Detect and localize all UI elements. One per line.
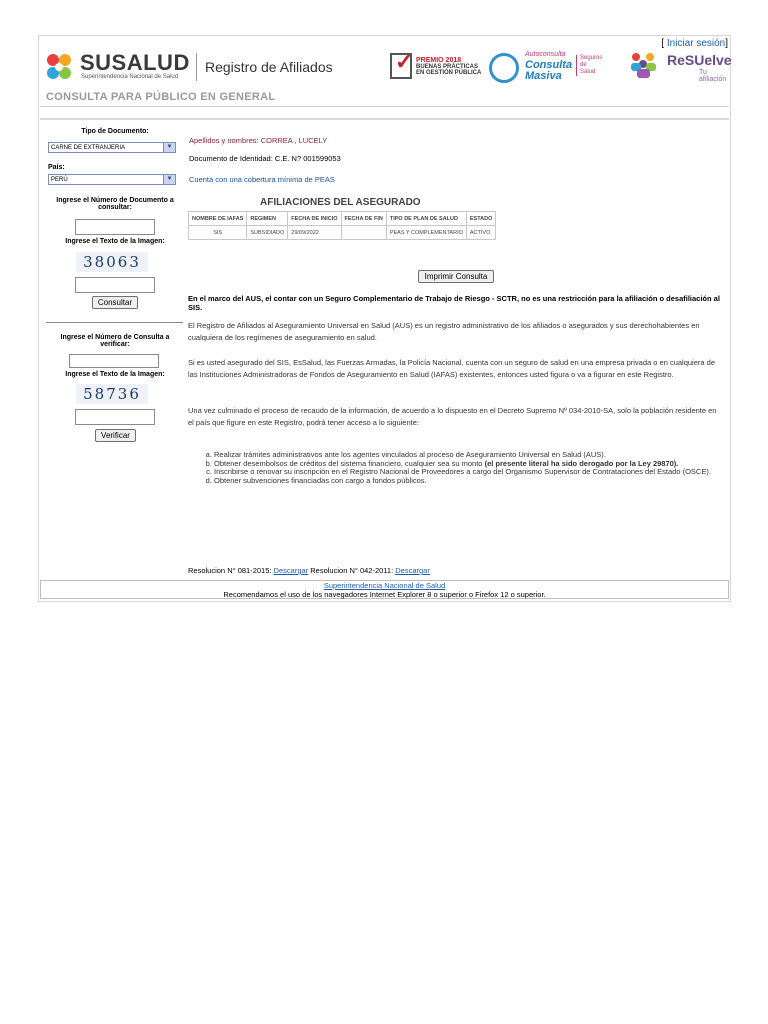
captcha2-input[interactable] xyxy=(75,409,155,425)
column-header: FECHA DE FIN xyxy=(341,212,386,226)
sctr-notice: En el marco del AUS, el contar con un Seguro Complementario de Trabajo de Riesgo - SCTR, no es una restricción para la afiliación o desafiliación al SIS. xyxy=(188,294,720,312)
resuelve-title: ReSUelve xyxy=(667,52,732,68)
page-title: CONSULTA PARA PÚBLICO EN GENERAL xyxy=(46,91,276,103)
cm-side-3: Salud xyxy=(580,69,596,75)
list-item: a. Realizar trámites administrativos ante los agentes vinculados al proceso de Aseguramiento Universal en Salud (AUS). xyxy=(214,451,749,460)
consultar-button[interactable]: Consultar xyxy=(92,296,138,309)
table-cell xyxy=(341,226,386,240)
sidebar-separator xyxy=(46,322,183,323)
doc-type-label: Tipo de Documento: xyxy=(81,128,149,135)
resolutions-line xyxy=(188,566,430,575)
person-name: Apellidos y nombres: CORREA , LUCELY xyxy=(189,136,328,145)
info-paragraph-1: El Registro de Afiliados al Aseguramiento Universal en Salud (AUS) es un registro administrativo de los afiliados o asegurados y sus derechohabientes en cualquiera de los regímenes de aseguramiento en salud. xyxy=(188,321,700,342)
people-icon xyxy=(629,51,659,79)
resolution-2-label: Resolucion N° 042-2011: xyxy=(308,566,396,575)
download-link-1[interactable]: Descargar xyxy=(273,566,309,575)
table-cell: SUBSIDIADO xyxy=(247,226,288,240)
table-header-row xyxy=(189,212,496,226)
affiliations-title: AFILIACIONES DEL ASEGURADO xyxy=(260,197,421,208)
browser-note: Recomendamos el uso de los navegadores Internet Explorer 8 o superior o Firefox 12 o superior. xyxy=(223,590,546,599)
table-cell: ACTIVO xyxy=(466,226,496,240)
logo-divider xyxy=(196,53,197,81)
page-frame xyxy=(38,35,731,602)
chevron-down-icon[interactable]: ▼ xyxy=(163,175,175,184)
doc-number-input[interactable] xyxy=(75,219,155,235)
resuelve-subtitle: Tu afiliación xyxy=(699,69,727,83)
print-button[interactable]: Imprimir Consulta xyxy=(418,270,494,283)
section-title: Registro de Afiliados xyxy=(205,59,333,75)
cm-main-label-1: Consulta xyxy=(525,59,573,71)
list-item-text: Obtener desembolsos de créditos del sistema financiero, cualquier sea su monto xyxy=(214,458,483,468)
country-label: País: xyxy=(48,164,65,171)
premio-sub2: EN GESTIÓN PÚBLICA xyxy=(416,70,482,76)
table-cell: SIS xyxy=(189,226,247,240)
country-select[interactable] xyxy=(48,174,176,185)
susalud-logo xyxy=(44,50,190,86)
doc-number-label: Ingrese el Número de Documento a consultar: xyxy=(56,197,174,211)
coverage-text: Cuenta con una cobertura mínima de PEAS xyxy=(189,175,335,184)
magnifier-icon xyxy=(489,53,519,83)
doc-type-select[interactable] xyxy=(48,142,176,153)
checkmark-icon: ✓ xyxy=(390,53,412,79)
column-header: TIPO DE PLAN DE SALUD xyxy=(386,212,466,226)
column-header: REGIMEN xyxy=(247,212,288,226)
table-cell: 29/09/2022 xyxy=(288,226,341,240)
susalud-flower-icon xyxy=(44,52,74,82)
table-row xyxy=(189,226,496,240)
cm-main-label-2: Masiva xyxy=(525,70,562,82)
footer-link[interactable]: Superintendencia Nacional de Salud xyxy=(323,581,446,590)
premio-title: PREMIO 2018 xyxy=(416,57,462,64)
login-area: [ Iniciar sesión] xyxy=(661,38,728,49)
login-link[interactable]: Iniciar sesión xyxy=(666,38,726,49)
cm-side-1: Seguros xyxy=(580,55,603,61)
captcha1-label: Ingrese el Texto de la Imagen: xyxy=(65,238,165,245)
download-link-2[interactable]: Descargar xyxy=(395,566,430,575)
captcha2-label: Ingrese el Texto de la Imagen: xyxy=(65,371,165,378)
premio-logo xyxy=(390,49,482,83)
resolution-1-label: Resolucion N° 081-2015: xyxy=(188,566,274,575)
info-paragraph-3: Una vez culminado el proceso de recaudo de la información, de acuerdo a lo dispuesto en el Decreto Supremo Nº 034-2010-SA, solo la población residente en el país que figure en este Registro, podrá tener acceso a lo siguiente: xyxy=(188,406,717,427)
list-item-bold: (el presente literal ha sido derogado por la Ley 29870). xyxy=(484,458,679,468)
cm-side-2: de xyxy=(580,62,587,68)
captcha-image-2: 58736 xyxy=(76,384,148,404)
premio-sub1: BUENAS PRÁCTICAS xyxy=(416,64,479,70)
footer xyxy=(40,580,729,599)
chevron-down-icon[interactable]: ▼ xyxy=(163,143,175,152)
doc-type-value: CARNE DE EXTRANJERIA xyxy=(51,145,126,151)
divider xyxy=(40,106,729,107)
affiliations-table xyxy=(188,211,496,240)
brand-name: SUSALUD xyxy=(80,50,190,75)
consult-number-label: Ingrese el Número de Consulta a verificar: xyxy=(60,334,170,348)
table-cell: PEAS Y COMPLEMENTARIO xyxy=(386,226,466,240)
captcha-image-1: 38063 xyxy=(76,252,148,272)
column-header: ESTADO xyxy=(466,212,496,226)
verificar-button[interactable]: Verificar xyxy=(95,429,136,442)
column-header: FECHA DE INICIO xyxy=(288,212,341,226)
resuelve-logo xyxy=(629,51,732,83)
benefits-list xyxy=(188,451,749,485)
info-paragraph-2: Si es usted asegurado del SIS, EsSalud, las Fuerzas Armadas, la Policía Nacional, cuenta con un seguro de salud en una empresa privada o en cualquiera de las Instituciones Administradoras de Fondos de Aseguramiento en Salud (IAFAS) existentes, entonces usted figura o va a figurar en este Registro. xyxy=(188,358,715,379)
country-value: PERÚ xyxy=(51,177,68,183)
consulta-masiva-logo xyxy=(489,51,603,87)
consult-number-input[interactable] xyxy=(69,354,159,368)
divider xyxy=(40,118,729,120)
list-item: d. Obtener subvenciones financiadas con cargo a fondos públicos. xyxy=(214,477,749,486)
document-id: Documento de Identidad: C.E. N? 001599053 xyxy=(189,154,341,163)
list-item: c. Inscribirse o renovar su inscripción en el Registro Nacional de Proveedores a cargo del Organismo Supervisor de Contrataciones del Estado (OSCE). xyxy=(214,468,749,477)
column-header: NOMBRE DE IAFAS xyxy=(189,212,247,226)
captcha1-input[interactable] xyxy=(75,277,155,293)
brand-subtitle: Superintendencia Nacional de Salud xyxy=(81,74,179,80)
cm-small-label: Autoconsulta xyxy=(525,51,566,58)
